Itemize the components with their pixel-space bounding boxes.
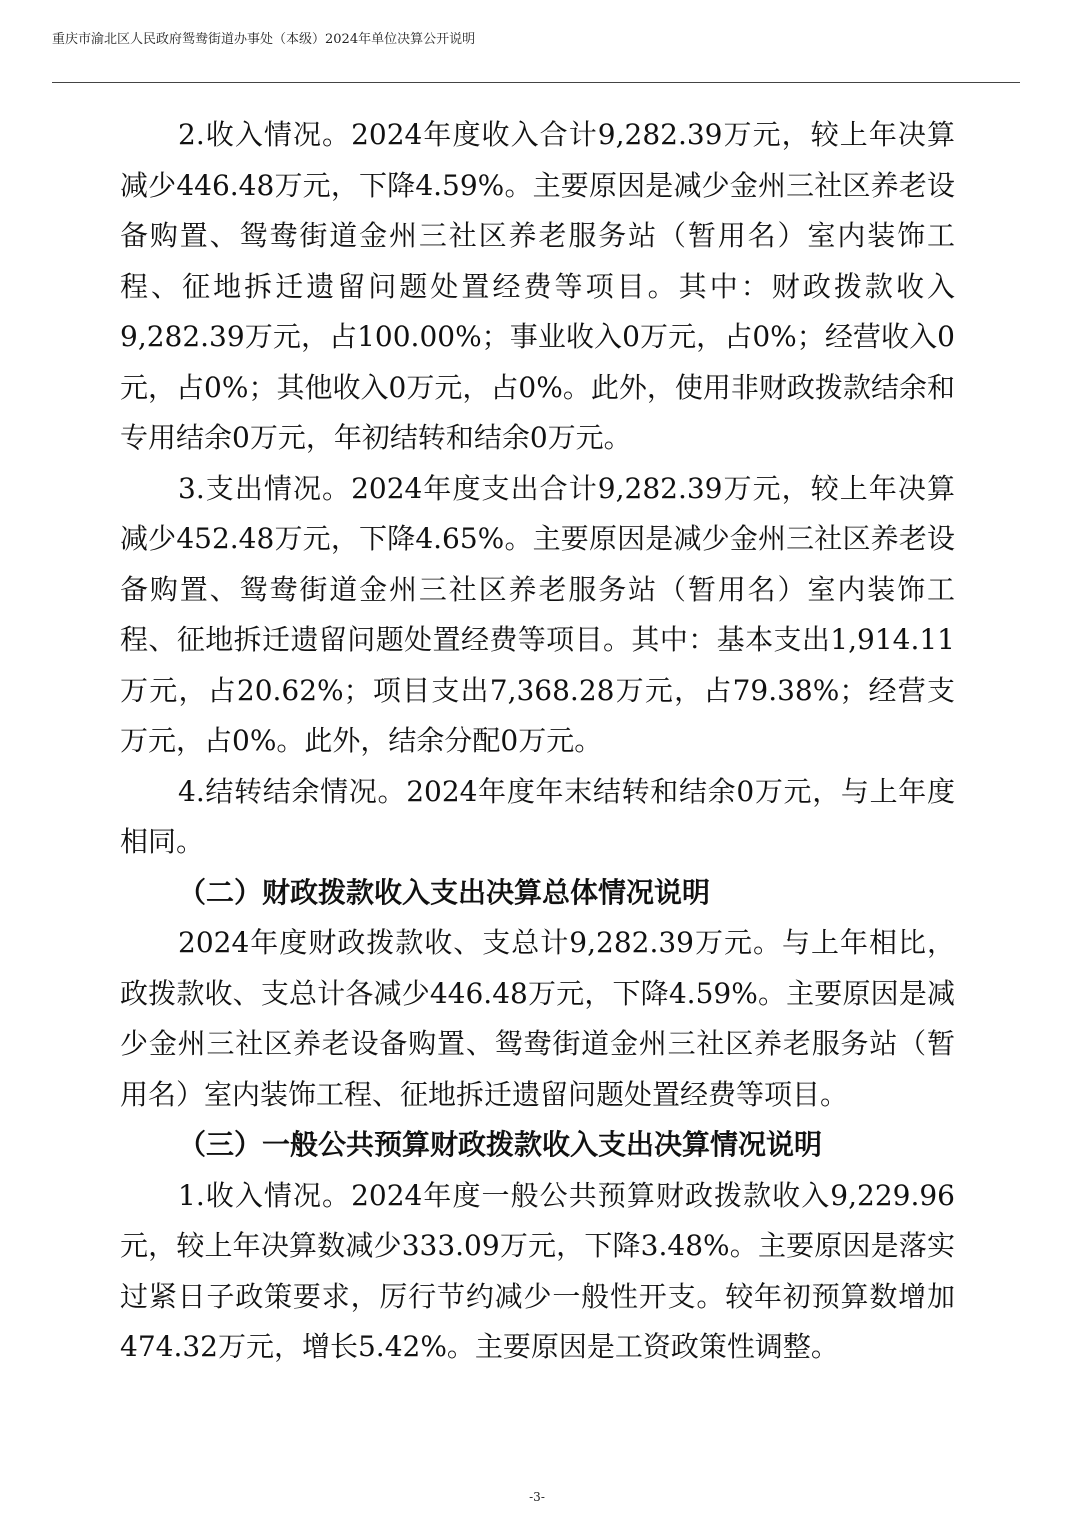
paragraph-line: 3.支出情况。2024年度支出合计9,282.39万元，较上年决算 — [178, 471, 955, 505]
expenditure-paragraph — [120, 464, 955, 767]
carryover-paragraph — [120, 767, 955, 868]
fiscal-overview-paragraph — [120, 918, 955, 1120]
section-heading: （三）一般公共预算财政拨款收入支出决算情况说明 — [178, 1128, 823, 1161]
page-number: -3- — [529, 1490, 545, 1504]
paragraph-line: 万元，占0%。此外，结余分配0万元。 — [120, 724, 603, 757]
paragraph-line: 减少446.48万元，下降4.59%。主要原因是减少金州三社区养老设 — [120, 168, 955, 202]
paragraph-line: 1.收入情况。2024年度一般公共预算财政拨款收入9,229.96 — [178, 1178, 955, 1212]
header-rule — [52, 82, 1020, 83]
paragraph-line: 政拨款收、支总计各减少446.48万元，下降4.59%。主要原因是减 — [120, 976, 955, 1010]
paragraph-line: 过紧日子政策要求，厉行节约减少一般性开支。较年初预算数增加 — [120, 1279, 955, 1313]
paragraph-line: 万元，占20.62%；项目支出7,368.28万元，占79.38%；经营支 — [120, 673, 955, 707]
income-paragraph — [120, 110, 955, 464]
general-budget-income-paragraph — [120, 1171, 955, 1373]
paragraph-line: 用名）室内装饰工程、征地拆迁遗留问题处置经费等项目。 — [120, 1077, 849, 1111]
header-title: 重庆市渝北区人民政府鸳鸯街道办事处（本级）2024年单位决算公开说明 — [52, 32, 476, 47]
paragraph-line: 4.结转结余情况。2024年度年末结转和结余0万元，与上年度 — [178, 774, 955, 808]
paragraph-line: 减少452.48万元，下降4.65%。主要原因是减少金州三社区养老设 — [120, 522, 955, 555]
paragraph-line: 备购置、鸳鸯街道金州三社区养老服务站（暂用名）室内装饰工 — [120, 572, 955, 606]
paragraph-line: 少金州三社区养老设备购置、鸳鸯街道金州三社区养老服务站（暂 — [120, 1027, 955, 1060]
paragraph-line: 程、征地拆迁遗留问题处置经费等项目。其中：财政拨款收入 — [120, 269, 955, 303]
paragraph-line: 2024年度财政拨款收、支总计9,282.39万元。与上年相比， — [178, 926, 955, 959]
paragraph-line: 元，占0%；其他收入0万元，占0%。此外，使用非财政拨款结余和 — [120, 370, 955, 404]
paragraph-line: 9,282.39万元，占100.00%；事业收入0万元，占0%；经营收入0 — [120, 320, 955, 353]
paragraph-line: 相同。 — [120, 825, 205, 858]
paragraph-line: 元，较上年决算数减少333.09万元，下降3.48%。主要原因是落实 — [120, 1229, 955, 1262]
paragraph-line: 备购置、鸳鸯街道金州三社区养老服务站（暂用名）室内装饰工 — [120, 219, 955, 252]
paragraph-line: 专用结余0万元，年初结转和结余0万元。 — [120, 421, 632, 454]
document-body — [120, 110, 955, 1373]
section-heading: （二）财政拨款收入支出决算总体情况说明 — [178, 875, 711, 909]
paragraph-line: 程、征地拆迁遗留问题处置经费等项目。其中：基本支出1,914.11 — [120, 623, 955, 656]
paragraph-line: 474.32万元，增长5.42%。主要原因是工资政策性调整。 — [120, 1330, 839, 1363]
paragraph-line: 2.收入情况。2024年度收入合计9,282.39万元，较上年决算 — [178, 118, 955, 151]
